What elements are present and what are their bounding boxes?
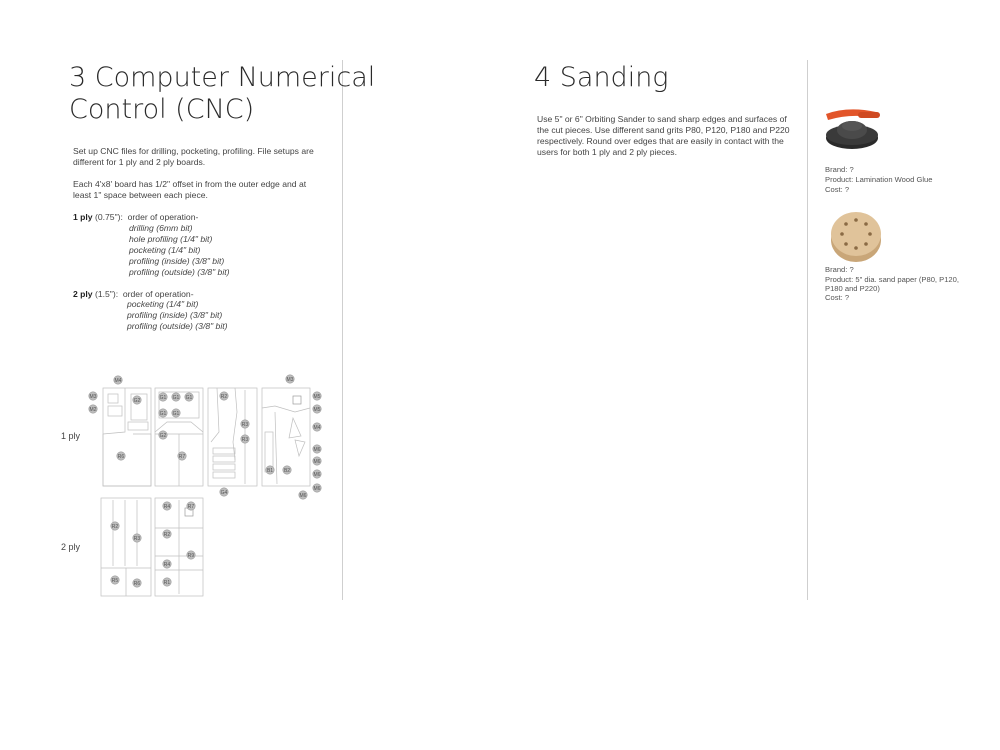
svg-text:M4: M4 <box>114 377 122 384</box>
cnc-layout-2ply <box>95 494 215 600</box>
ply1-heading <box>73 212 198 223</box>
ply2-label: 2 ply <box>73 289 93 299</box>
svg-text:R7: R7 <box>178 453 186 460</box>
svg-text:R5: R5 <box>111 577 119 584</box>
svg-text:G4: G4 <box>220 489 228 496</box>
cnc-para2-line1: Each 4'x8' board has 1/2" offset in from the outer edge and at <box>73 179 307 189</box>
product-caption-line: Brand: ? <box>825 165 854 174</box>
divider-right <box>807 60 808 600</box>
svg-text:R2: R2 <box>111 523 119 530</box>
divider-left <box>342 60 343 600</box>
ply2-thickness: (1.5"): <box>94 289 119 299</box>
svg-text:M5: M5 <box>313 406 321 413</box>
svg-text:G2: G2 <box>159 432 167 439</box>
svg-text:B2: B2 <box>283 467 291 474</box>
svg-text:M3: M3 <box>286 376 294 383</box>
sanding-line: users for both 1 ply and 2 ply pieces. <box>537 147 677 157</box>
ply1-step: hole profiling (1/4" bit) <box>129 234 213 244</box>
product-caption-line: Cost: ? <box>825 185 850 194</box>
svg-text:M3: M3 <box>89 393 97 400</box>
cnc-para1-line2: different for 1 ply and 2 ply boards. <box>73 157 206 167</box>
diagram-label-2ply: 2 ply <box>61 542 81 552</box>
ply2-step: pocketing (1/4" bit) <box>127 299 199 309</box>
svg-text:G2: G2 <box>133 397 141 404</box>
sanding-line: the cut pieces. Use different sand grits P80, P120, P180 and P220 <box>537 125 790 135</box>
svg-text:R9: R9 <box>187 552 195 559</box>
ply1-step: profiling (inside) (3/8" bit) <box>129 256 225 266</box>
svg-text:M5: M5 <box>313 393 321 400</box>
ply1-intro: order of operation- <box>127 212 199 222</box>
svg-text:R4: R4 <box>163 503 171 510</box>
svg-text:G1: G1 <box>172 394 180 401</box>
product-caption-line: Product: 5" dia. sand paper (P80, P120, <box>825 275 959 284</box>
svg-text:R3: R3 <box>133 535 141 542</box>
svg-text:R4: R4 <box>163 561 171 568</box>
cnc-para1-line1: Set up CNC files for drilling, pocketing, profiling. File setups are <box>73 146 314 156</box>
svg-text:G1: G1 <box>172 410 180 417</box>
sanding-line: respectively. Round over edges that are easily in contact with the <box>537 136 784 146</box>
svg-text:R7: R7 <box>187 503 195 510</box>
product-caption-line: Product: Lamination Wood Glue <box>825 175 933 184</box>
svg-text:M6: M6 <box>299 492 307 499</box>
product-caption-line: Brand: ? <box>825 265 854 274</box>
sanding-line: Use 5" or 6" Orbiting Sander to sand sharp edges and surfaces of <box>537 114 787 124</box>
svg-text:G1: G1 <box>185 394 193 401</box>
ply2-intro: order of operation- <box>122 289 194 299</box>
ply1-step: drilling (6mm bit) <box>129 223 193 233</box>
sandpaper-disc-image <box>826 206 886 266</box>
diagram-label-1ply: 1 ply <box>61 431 81 441</box>
orbital-sander-image <box>818 100 888 158</box>
cnc-title-line2: Control (CNC) <box>69 94 255 125</box>
ply2-step: profiling (outside) (3/8" bit) <box>127 321 228 331</box>
svg-text:R2: R2 <box>163 531 171 538</box>
svg-text:M6: M6 <box>313 471 321 478</box>
svg-text:M6: M6 <box>313 446 321 453</box>
svg-text:R6: R6 <box>133 580 141 587</box>
ply2-step: profiling (inside) (3/8" bit) <box>127 310 223 320</box>
ply1-step: pocketing (1/4" bit) <box>129 245 201 255</box>
svg-text:G1: G1 <box>159 410 167 417</box>
svg-text:M6: M6 <box>313 458 321 465</box>
svg-text:R6: R6 <box>117 453 125 460</box>
svg-text:M6: M6 <box>313 485 321 492</box>
svg-text:M4: M4 <box>313 424 321 431</box>
svg-text:R1: R1 <box>163 579 171 586</box>
ply1-label: 1 ply <box>73 212 93 222</box>
svg-text:G1: G1 <box>159 394 167 401</box>
product-caption-line: Cost: ? <box>825 293 850 302</box>
cnc-layout-1ply <box>85 372 345 502</box>
svg-text:R2: R2 <box>220 393 228 400</box>
ply1-step: profiling (outside) (3/8" bit) <box>129 267 230 277</box>
svg-text:R3: R3 <box>241 436 249 443</box>
svg-text:R3: R3 <box>241 421 249 428</box>
svg-text:M2: M2 <box>89 406 97 413</box>
svg-text:B1: B1 <box>266 467 274 474</box>
ply1-thickness: (0.75"): <box>94 212 123 222</box>
cnc-title-line1: 3 Computer Numerical <box>69 62 376 93</box>
cnc-para2-line2: least 1" space between each piece. <box>73 190 208 200</box>
product-caption-line: P180 and P220) <box>825 284 880 293</box>
sanding-title: 4 Sanding <box>534 62 669 93</box>
